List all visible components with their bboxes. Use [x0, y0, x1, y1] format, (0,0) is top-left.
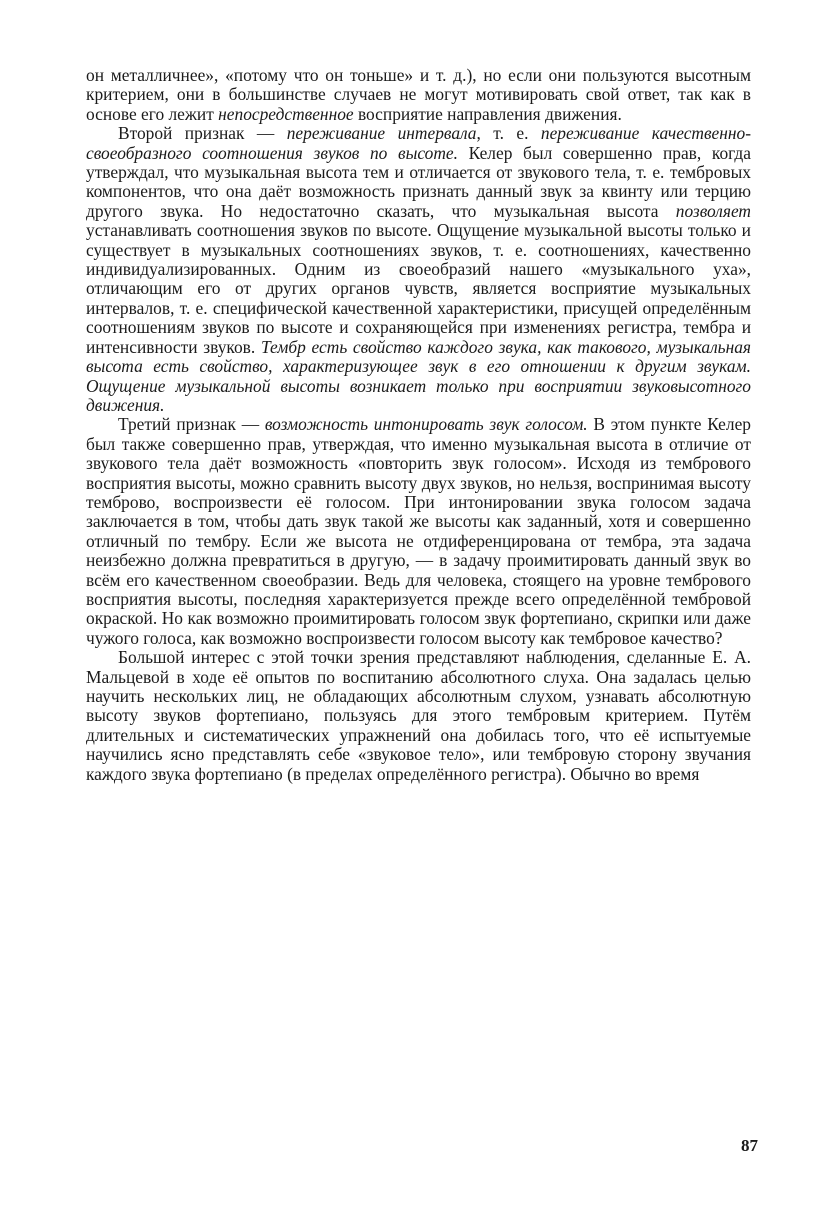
- body-text: В этом пункте Келер был также совершенно прав, утверждая, что именно музыкальная высота в отличие от звукового тела даёт возможность «повторить звук голосом». Исходя из тембрового восприятия высоты, можно сравнить высоту двух звуков, но нельзя, воспринимая высоту темброво, воспроизвести её голосом. При интонировании звука голосом задача заключается в том, чтобы дать звук такой же высоты как заданный, хотя и совершенно отличный по тембру. Если же высота не отдиференцирована от тембра, эта задача неизбежно должна превратиться в другую, — в задачу проимитировать данный звук во всём его качественном своеобразии. Ведь для человека, стоящего на уровне тембрового восприятия высоты, последняя характеризуется прежде всего определённой тембровой окраской. Но как возможно проимитировать голосом звук фортепиано, скрипки или даже чужого голоса, как возможно воспроизвести голосом высоту как тембровое качество?: [86, 414, 751, 648]
- italic-text: непосредственное: [218, 103, 354, 124]
- body-text: , т. е.: [476, 123, 541, 144]
- paragraph-p2: [86, 124, 751, 415]
- body-text: Второй признак —: [118, 123, 287, 144]
- italic-text: переживание интервала: [286, 123, 477, 144]
- body-text: восприятие направления движения.: [353, 103, 622, 124]
- paragraph-p3: [86, 415, 751, 648]
- paragraph-p4: [86, 648, 751, 784]
- italic-text: Тембр есть свойство каждого звука, как такового, музыкальная высота есть свойство, характеризующее звук в его отношении к другим звукам. Ощущение музыкальной высоты возникает только при восприятии звуковысотного движения.: [86, 336, 752, 415]
- italic-text: переживание качественно-своеобразного соотношения звуков по высоте.: [86, 123, 751, 163]
- page-text: [86, 66, 751, 784]
- italic-text: возможность интонировать звук голосом.: [264, 414, 588, 435]
- paragraph-p1: [86, 66, 751, 124]
- body-text: Третий признак —: [118, 414, 265, 435]
- body-text: устанавливать соотношения звуков по высоте. Ощущение музыкальной высоты только и существует в музыкальных соотношениях звуков, т. е. соотношениях, качественно индивидуализированных. Одним из своеобразий нашего «музыкального уха», отличающим его от других органов чувств, является восприятие музыкальных интервалов, т. е. специфической качественной характеристики, присущей определённым соотношениям звуков по высоте и сохраняющейся при изменениях регистра, тембра и интенсивности звуков.: [86, 220, 751, 357]
- italic-text: позволяет: [675, 200, 751, 221]
- body-text: он металличнее», «потому что он тоньше» и т. д.), но если они пользуются высотным критерием, они в большинстве случаев не могут мотивировать свой ответ, так как в основе его лежит: [86, 65, 751, 124]
- page-number: 87: [741, 1136, 758, 1155]
- body-text: Келер был совершенно прав, когда утверждал, что музыкальная высота тем и отличается от звукового тела, т. е. тембровых компонентов, что она даёт возможность признать данный звук за квинту или терцию другого звука. Но недостаточно сказать, что музыкальная высота: [86, 142, 751, 221]
- body-text: Большой интерес с этой точки зрения представляют наблюдения, сделанные Е. А. Мальцевой в ходе её опытов по воспитанию абсолютного слуха. Она задалась целью научить нескольких лиц, не обладающих абсолютным слухом, узнавать абсолютную высоту звуков фортепиано, пользуясь для этого тембровым критерием. Путём длительных и систематических упражнений она добилась того, что её испытуемые научились ясно представлять себе «звуковое тело», или тембровую сторону звучания каждого звука фортепиано (в пределах определённого регистра). Обычно во время: [86, 647, 751, 784]
